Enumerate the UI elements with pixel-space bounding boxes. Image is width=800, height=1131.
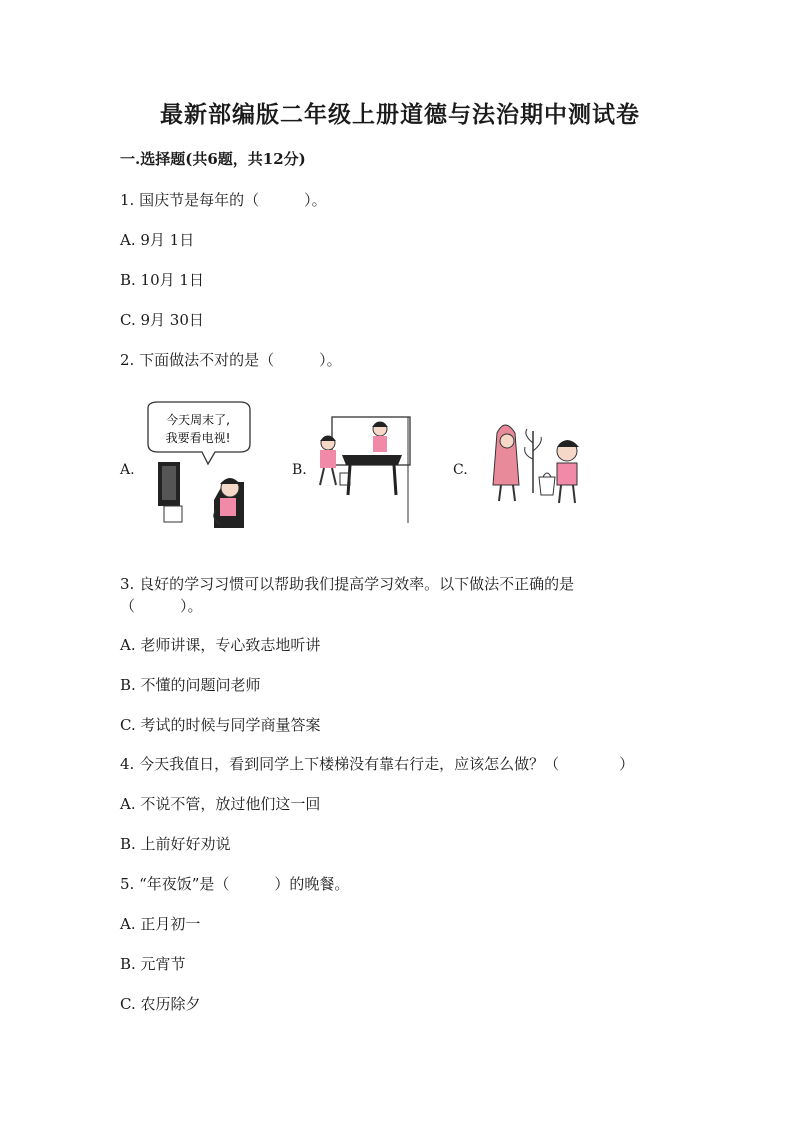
question-3-option-a: A. 老师讲课，专心致志地听讲 xyxy=(120,636,321,654)
question-2: 2. 下面做法不对的是（ ）。 xyxy=(120,351,342,369)
picture-label-b: B. xyxy=(292,462,307,478)
picture-a-watching-tv xyxy=(140,400,255,530)
question-1-option-a: A. 9月 1日 xyxy=(120,231,195,249)
question-3: 3. 良好的学习习惯可以帮助我们提高学习效率。以下做法不正确的是 xyxy=(120,575,575,593)
question-3-option-b: B. 不懂的问题问老师 xyxy=(120,676,261,694)
question-3-continuation: （ ）。 xyxy=(120,597,203,615)
question-3-option-c: C. 考试的时候与同学商量答案 xyxy=(120,716,321,734)
question-5: 5. “年夜饭”是（ ）的晚餐。 xyxy=(120,875,350,893)
question-1-option-c: C. 9月 30日 xyxy=(120,311,204,329)
picture-c-planting xyxy=(485,415,595,510)
question-4-option-a: A. 不说不管，放过他们这一回 xyxy=(120,795,321,813)
speech-bubble-line-1: 今天周末了, xyxy=(166,413,230,427)
speech-bubble-line-2: 我要看电视! xyxy=(165,431,231,445)
question-4-option-b: B. 上前好好劝说 xyxy=(120,835,231,853)
question-5-option-b: B. 元宵节 xyxy=(120,955,186,973)
question-1: 1. 国庆节是每年的（ ）。 xyxy=(120,191,327,209)
picture-b-cleaning xyxy=(310,415,415,525)
picture-label-a: A. xyxy=(120,462,135,478)
question-1-option-b: B. 10月 1日 xyxy=(120,271,204,289)
question-5-option-c: C. 农历除夕 xyxy=(120,995,201,1013)
page-title: 最新部编版二年级上册道德与法治期中测试卷 xyxy=(160,101,640,128)
section-heading: 一.选择题(共6题，共12分) xyxy=(120,150,306,168)
question-5-option-a: A. 正月初一 xyxy=(120,915,201,933)
picture-label-c: C. xyxy=(453,462,468,478)
question-4: 4. 今天我值日，看到同学上下楼梯没有靠右行走，应该怎么做？（ ） xyxy=(120,755,635,773)
